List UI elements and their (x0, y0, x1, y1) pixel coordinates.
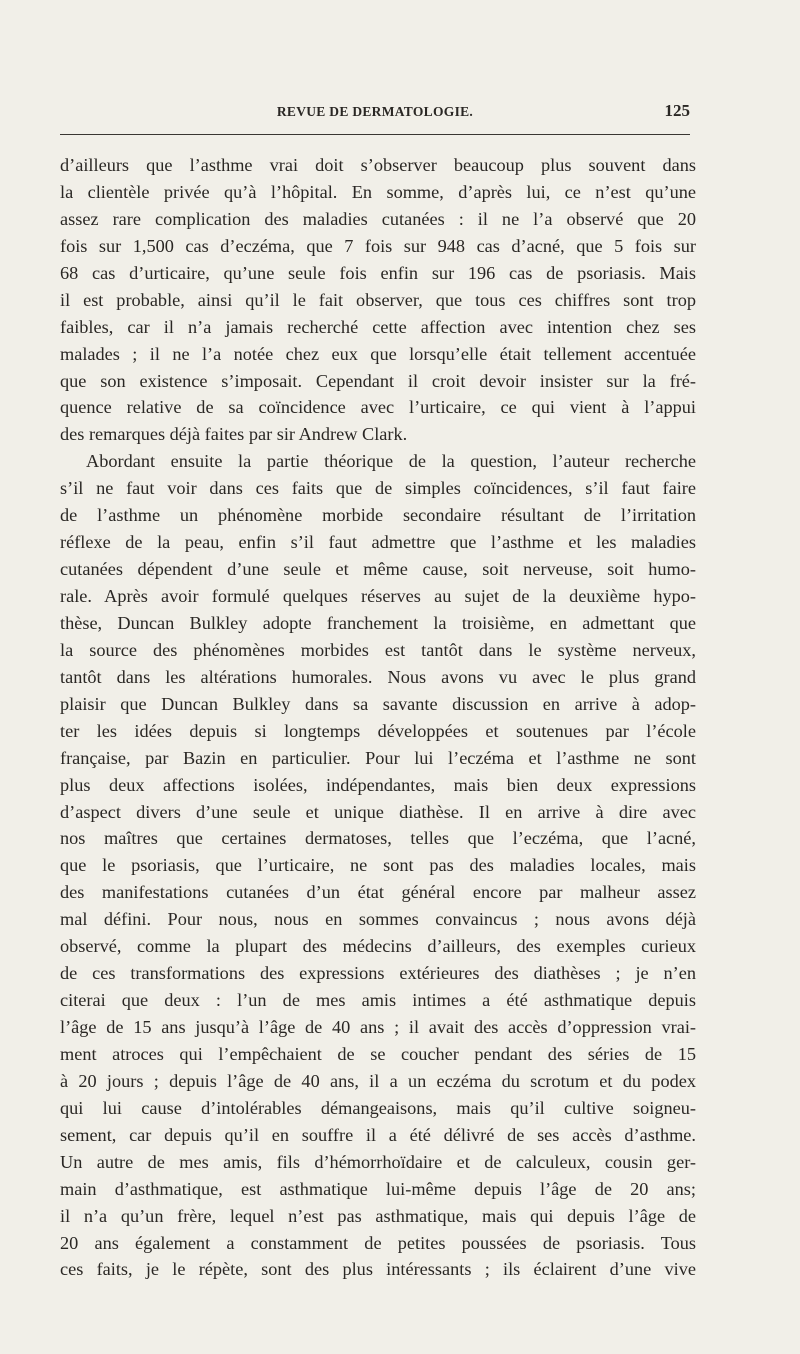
text-line: 68 cas d’urticaire, qu’une seule fois enfin sur 196 cas de psoriasis. Mais (60, 262, 696, 283)
text-line: nos maîtres que certaines dermatoses, telles que l’eczéma, que l’acné, (60, 828, 696, 849)
text-line: des manifestations cutanées d’un état général encore par malheur assez (60, 882, 696, 903)
body-text (60, 152, 696, 1283)
text-line: l’âge de 15 ans jusqu’à l’âge de 40 ans ; il avait des accès d’oppression vrai- (60, 1017, 696, 1037)
text-line: à 20 jours ; depuis l’âge de 40 ans, il a un eczéma du scrotum et du podex (60, 1070, 696, 1091)
text-line: main d’asthmatique, est asthmatique lui-même depuis l’âge de 20 ans; (60, 1178, 696, 1199)
text-line: Abordant ensuite la partie théorique de la question, l’auteur recherche (86, 451, 696, 472)
text-line: observé, comme la plupart des médecins d’ailleurs, des exemples curieux (60, 936, 696, 957)
text-line: des remarques déjà faites par sir Andrew Clark. (60, 424, 408, 445)
text-line: plus deux affections isolées, indépendantes, mais bien deux expressions (60, 774, 696, 795)
text-line: rale. Après avoir formulé quelques réserves au sujet de la deuxième hypo- (60, 586, 696, 606)
text-line: faibles, car il n’a jamais recherché cette affection avec intention chez ses (60, 316, 696, 337)
text-line: tantôt dans les altérations humorales. Nous avons vu avec le plus grand (60, 666, 696, 687)
text-line: assez rare complication des maladies cutanées : il ne l’a observé que 20 (60, 208, 696, 229)
text-line: s’il ne faut voir dans ces faits que de simples coïncidences, s’il faut faire (60, 478, 696, 499)
text-line: la clientèle privée qu’à l’hôpital. En somme, d’après lui, ce n’est qu’une (60, 181, 696, 202)
text-line: ter les idées depuis si longtemps développées et soutenues par l’école (60, 720, 696, 741)
page-header (60, 101, 690, 128)
text-line: il est probable, ainsi qu’il le fait observer, que tous ces chiffres sont trop (60, 289, 696, 310)
text-line: quence relative de sa coïncidence avec l’urticaire, ce qui vient à l’appui (60, 397, 696, 418)
text-line: française, par Bazin en particulier. Pour lui l’eczéma et l’asthme ne sont (60, 747, 696, 768)
text-line: la source des phénomènes morbides est tantôt dans le système nerveux, (60, 639, 696, 660)
text-line: d’ailleurs que l’asthme vrai doit s’observer beaucoup plus souvent dans (60, 155, 696, 175)
text-line: ment atroces qui l’empêchaient de se coucher pendant des séries de 15 (60, 1043, 696, 1064)
text-line: qui lui cause d’intolérables démangeaisons, mais qu’il cultive soigneu- (60, 1097, 696, 1118)
header-rule (60, 134, 690, 135)
text-line: citerai que deux : l’un de mes amis intimes a été asthmatique depuis (60, 990, 696, 1011)
text-line: que son existence s’imposait. Cependant il croit devoir insister sur la fré- (60, 370, 696, 391)
text-line: 20 ans également a constamment de petites poussées de psoriasis. Tous (60, 1232, 696, 1253)
text-line: sement, car depuis qu’il en souffre il a été délivré de ses accès d’asthme. (60, 1124, 696, 1145)
text-line: réflexe de la peau, enfin s’il faut admettre que l’asthme et les maladies (60, 532, 696, 553)
text-line: fois sur 1,500 cas d’eczéma, que 7 fois sur 948 cas d’acné, que 5 fois sur (60, 235, 696, 256)
text-line: que le psoriasis, que l’urticaire, ne sont pas des maladies locales, mais (60, 855, 696, 876)
text-line: mal défini. Pour nous, nous en sommes convaincus ; nous avons déjà (60, 909, 696, 930)
text-line: thèse, Duncan Bulkley adopte franchement la troisième, en admettant que (60, 612, 696, 633)
text-line: de l’asthme un phénomène morbide secondaire résultant de l’irritation (60, 505, 696, 526)
page-number: 125 (664, 101, 690, 120)
text-line: plaisir que Duncan Bulkley dans sa savante discussion en arrive à adop- (60, 693, 696, 714)
text-line: cutanées dépendent d’une seule et même cause, soit nerveuse, soit humo- (60, 559, 696, 580)
text-line: malades ; il ne l’a notée chez eux que lorsqu’elle était tellement accentuée (60, 343, 696, 364)
text-line: il n’a qu’un frère, lequel n’est pas asthmatique, mais qui depuis l’âge de (60, 1205, 696, 1226)
text-line: Un autre de mes amis, fils d’hémorrhoïdaire et de calculeux, cousin ger- (60, 1151, 696, 1172)
text-line: de ces transformations des expressions extérieures des diathèses ; je n’en (60, 963, 696, 984)
text-line: d’aspect divers d’une seule et unique diathèse. Il en arrive à dire avec (60, 801, 696, 822)
running-title: REVUE DE DERMATOLOGIE. (276, 104, 474, 119)
text-line: ces faits, je le répète, sont des plus intéressants ; ils éclairent d’une vive (60, 1259, 696, 1280)
